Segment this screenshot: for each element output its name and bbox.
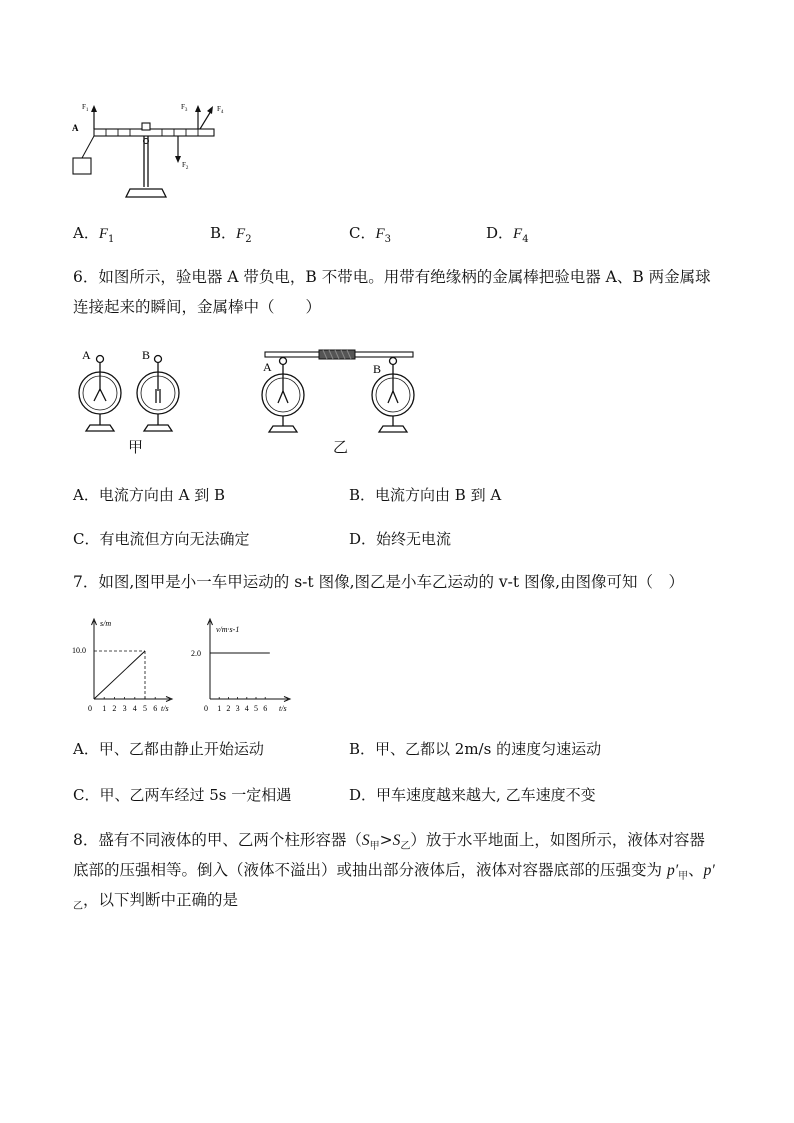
x-tick-label: 0: [88, 704, 92, 713]
y-tick-label: 2.0: [191, 649, 201, 658]
chart-v-t: [188, 615, 303, 715]
label-A-right: A: [263, 360, 272, 374]
x-tick-label: 3: [122, 704, 127, 713]
fig-label-jia: 甲: [128, 438, 144, 456]
x-tick-label: 4: [244, 704, 249, 713]
x-tick-label: 0: [204, 704, 208, 713]
q7-option-b: B．甲、乙都以 2m/s 的速度匀速运动: [349, 740, 602, 758]
y-tick-label: 10.0: [72, 646, 86, 655]
label-A-left: A: [82, 348, 91, 362]
x-tick-label: 1: [217, 704, 222, 713]
q5-option-d: D．$F_4$: [486, 224, 529, 245]
x-tick-label: 5: [254, 704, 258, 713]
x-axis-label: t/s: [161, 704, 169, 713]
q7-option-d: D．甲车速度越来越大, 乙车速度不变: [349, 786, 596, 804]
q8-stem-line3: $_乙$，以下判断中正确的是: [73, 891, 239, 913]
q5-option-a: A．$F_1$: [73, 224, 115, 245]
q6-stem-line1: 6．如图所示，验电器 A 带负电，B 不带电。用带有绝缘柄的金属棒把验电器 A、B 两金属球: [73, 268, 711, 286]
y-axis-label: s/m: [100, 619, 112, 628]
label-F2: $F_2$: [182, 161, 189, 171]
q7-option-a: A．甲、乙都由静止开始运动: [73, 740, 264, 758]
y-axis-label: v/m·s-1: [216, 625, 240, 634]
label-B-right: B: [373, 362, 382, 376]
series-line: [94, 651, 145, 699]
q8-stem-line1: 8．盛有不同液体的甲、乙两个柱形容器$(S_甲>S_乙)$放于水平地面上，如图所示，液体对容器: [73, 831, 705, 853]
q6-option-c: C．有电流但方向无法确定: [73, 530, 250, 548]
q6-option-a: A．电流方向由 A 到 B: [73, 486, 225, 504]
x-tick-label: 3: [235, 704, 240, 713]
label-F3: $F_3$: [181, 103, 188, 113]
x-tick-label: 5: [143, 704, 147, 713]
q6-stem-line2: 连接起来的瞬间，金属棒中（ ）: [73, 298, 322, 316]
q5-option-c: C．$F_3$: [349, 224, 392, 245]
q8-stem-line2: 底部的压强相等。倒入（液体不溢出）或抽出部分液体后，液体对容器底部的压强变为 $p'_甲$、p′: [73, 861, 715, 883]
electroscope-figure-jia: [70, 345, 195, 440]
x-tick-label: 4: [132, 704, 137, 713]
label-B-left: B: [142, 348, 151, 362]
q6-option-d: D．始终无电流: [349, 530, 452, 548]
electroscope-figure-yi: [255, 345, 420, 440]
q7-stem: 7．如图,图甲是小一车甲运动的 s-t 图像,图乙是小车乙运动的 v-t 图像,由图像可知（ ）: [73, 573, 684, 591]
label-F4: $F_4$: [217, 105, 224, 115]
fig-label-yi: 乙: [333, 438, 349, 456]
q7-option-c: C．甲、乙两车经过 5s 一定相遇: [73, 786, 292, 804]
x-tick-label: 6: [263, 704, 268, 713]
x-tick-label: 6: [153, 704, 158, 713]
chart-s-t: [70, 615, 185, 715]
x-tick-label: 1: [102, 704, 107, 713]
lever-figure: [66, 95, 226, 205]
label-F1: $F_1$: [82, 103, 89, 113]
x-axis-label: t/s: [279, 704, 287, 713]
x-tick-label: 2: [226, 704, 231, 713]
q6-option-b: B．电流方向由 B 到 A: [349, 486, 502, 504]
q5-option-b: B．$F_2$: [210, 224, 252, 245]
x-tick-label: 2: [112, 704, 117, 713]
label-A: A: [72, 123, 79, 133]
